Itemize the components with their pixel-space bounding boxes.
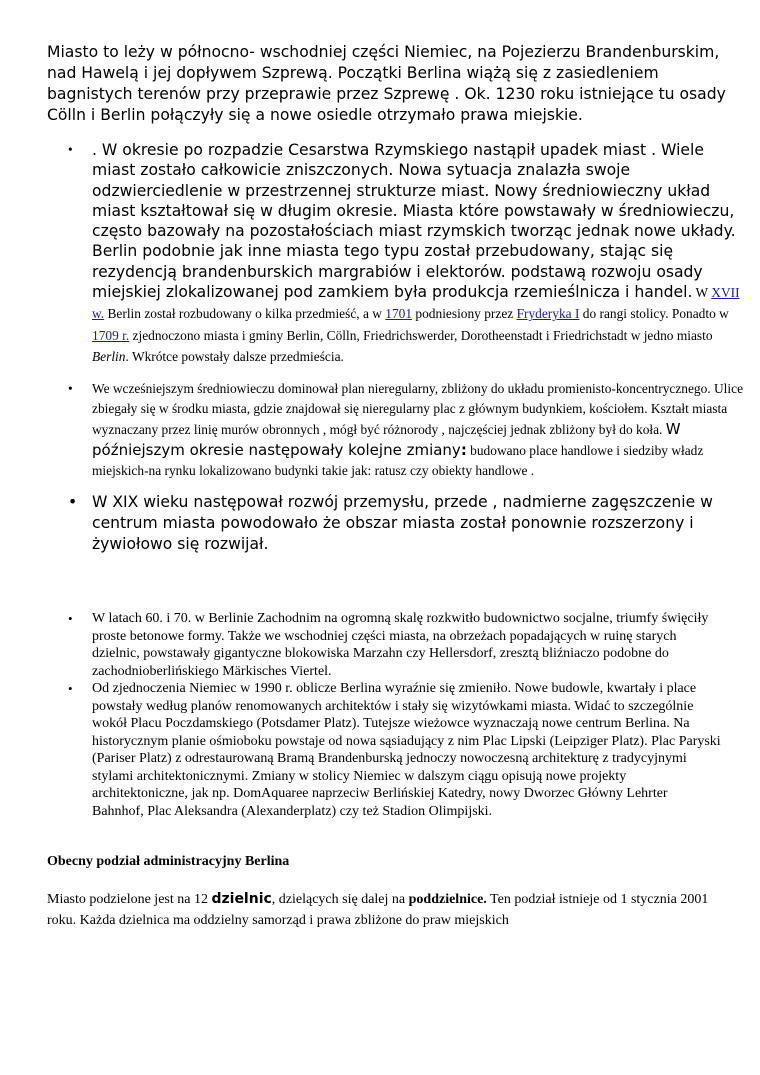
bold-dzielnic: dzielnic <box>211 891 272 907</box>
text-run: do rangi stolicy. Ponadto w <box>579 306 729 322</box>
list-item <box>68 680 722 820</box>
bullet-icon: • <box>68 611 73 626</box>
bold-poddzielnice: poddzielnice. <box>408 892 487 907</box>
bullet-icon: • <box>68 681 73 696</box>
list-item <box>68 610 722 680</box>
link-1701[interactable]: 1701 <box>385 306 413 322</box>
list-item <box>68 379 752 481</box>
bullet-icon: • <box>68 142 73 157</box>
item5-text: Od zjednoczenia Niemiec w 1990 r. oblicze Berlina wyraźnie się zmieniło. Nowe budowle, kwartały i place powstały według planów renomowanych architektów i stały się wizytówkami miasta. Widać to szczególnie wokół Placu Poczdamskiego (Potsdamer Platz). Tutejsze wieżowce wyznaczają nowe centrum Berlina. Na historycznym planie ośmioboku powstaje od nowa sąsiadujący z nim Plac Lipski (Leipziger Platz). Plac Paryski (Pariser Platz) z odrestaurowaną Bramą Brandenburską jednoczy nowoczesną architekturę z tradycyjnymi stylami architektonicznymi. Zmiany w stolicy Niemiec w dalszym ciągu opisują nowe projekty architektoniczne, jak np. DomAquaree naprzeciw Berlińskiej Katedry, nowy Dworzec Główny Lehrter Bahnhof, Plac Aleksandra (Alexanderplatz) czy też Stadion Olimpijski. <box>92 681 721 819</box>
list-item <box>68 140 752 367</box>
italic-berlin: Berlin <box>92 348 126 364</box>
link-1709[interactable]: 1709 r. <box>92 327 130 343</box>
text-run: budowano place handlowe i siedziby władz miejskich-na rynku lokalizowano budynki takie jak: ratusz czy obiekty handlowe . <box>92 443 704 479</box>
item3-text: W XIX wieku następował rozwój przemysłu, przede , nadmierne zagęszczenie w centrum miasta powodowało że obszar miasta został ponownie rozszerzony i żywiołowo się rozwijał. <box>92 493 713 554</box>
text-run: Miasto podzielone jest na 12 <box>47 892 212 907</box>
bullet-list-b <box>68 610 722 820</box>
intro-paragraph: Miasto to leży w północno- wschodniej części Niemiec, na Pojezierzu Brandenburskim, nad Hawelą i jej dopływem Szprewą. Początki Berlina wiążą się z zasiedleniem bagnistych terenów przy przeprawie przez Szprewę . Ok. 1230 roku istniejące tu osady Cölln i Berlin połączyły się a nowe osiedle otrzymało prawa miejskie. <box>47 43 726 124</box>
bullet-icon: • <box>68 493 78 512</box>
section-heading: Obecny podział administracyjny Berlina <box>47 854 290 869</box>
text-run: Berlin został rozbudowany o kilka przedmieść, a w <box>104 306 386 322</box>
link-fryderyk-i[interactable]: Fryderyka I <box>516 306 580 322</box>
link-xvii-century[interactable]: XVII w. <box>92 285 740 322</box>
item1-text: . W okresie po rozpadzie Cesarstwa Rzymskiego nastąpił upadek miast . Wiele miast zostało całkowicie zniszczonych. Nowa sytuacja znalazła swoje odzwierciedlenie w przestrzennej strukturze miast. Nowy średniowieczny układ miast kształtował się w długim okresie. Miasta które powstawały w średniowieczu, często bazowały na pozostałościach miast rzymskich tworząc jednak nowe układy. Berlin podobnie jak inne miasta tego typu został przebudowany, stając się rezydencją brandenburskich margrabiów i elektorów. podstawą rozwoju osady miejskiej zlokalizowanej pod zamkiem była produkcja rzemieślnicza i handel. <box>92 141 736 302</box>
text-run: We wcześniejszym średniowieczu dominował plan nieregularny, zbliżony do układu promienisto-koncentrycznego. Ulice zbiegały się w środku miasta, gdzie znajdował się nieregularny plac z głównym budynkiem, kościołem. Kształt miasta wyznaczany przez linię murów obronnych , mógł być różnorody , najczęściej jednak zbliżony był do koła. <box>92 381 744 438</box>
text-run: Ten podział istnieje od 1 stycznia 2001 roku. Każda dzielnica ma oddzielny samorząd i prawa zbliżone do praw miejskich <box>47 892 709 928</box>
item4-text: W latach 60. i 70. w Berlinie Zachodnim na ogromną skalę rozkwitło budownictwo socjalne, triumfy święciły proste betonowe formy. Także we wschodniej części miasta, na obrzeżach popadających w ruinę starych dzielnic, powstawały gigantyczne blokowiska Marzahn czy Hellersdorf, zresztą bliźniaczo podobne do zachodnioberlińskiego Märkisches Viertel. <box>92 611 709 679</box>
colon-bold: : <box>460 441 467 460</box>
bullet-list-a <box>68 140 752 555</box>
list-item <box>68 492 752 555</box>
bullet-icon: • <box>68 381 73 397</box>
last-paragraph <box>47 889 727 931</box>
text-run: W <box>692 285 712 301</box>
text-run-sans: W późniejszym okresie następowały kolejne zmiany <box>92 420 681 460</box>
text-run: zjednoczono miasta i gminy Berlin, Cölln, Friedrichswerder, Dorotheenstadt i Friedrichstadt w jedno miasto <box>129 327 713 343</box>
text-run: podniesiony przez <box>412 306 517 322</box>
text-run: . Wkrótce powstały dalsze przedmieścia. <box>125 348 344 364</box>
text-run: , dzielących się dalej na <box>271 892 409 907</box>
